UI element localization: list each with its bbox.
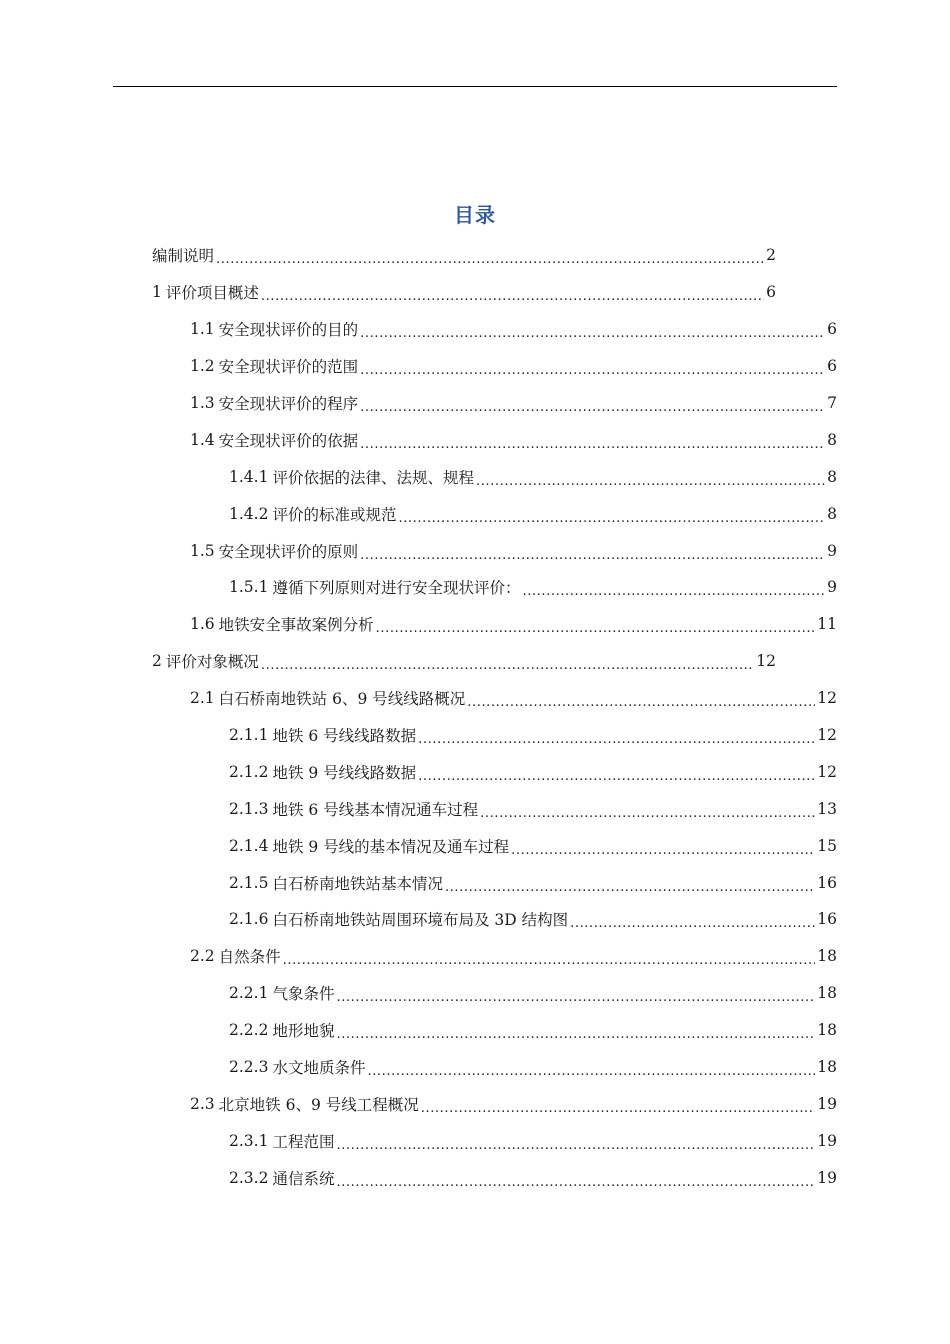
toc-entry[interactable] (0, 753, 950, 790)
toc-entry[interactable] (0, 938, 950, 975)
toc-entry-page: 7 (827, 394, 837, 412)
toc-dot-leader (336, 987, 815, 1005)
toc-entry[interactable] (0, 1085, 950, 1122)
toc-entry-text: 地铁 6 号线线路数据 (272, 727, 417, 746)
toc-entry-page: 12 (756, 652, 776, 671)
toc-entry[interactable] (0, 827, 950, 864)
toc-entry-text: 评价的标准或规范 (272, 505, 397, 524)
toc-entry-page: 8 (827, 467, 837, 486)
toc-entry[interactable] (0, 643, 950, 680)
toc-dot-leader (480, 803, 815, 821)
toc-entry-page: 2 (766, 246, 776, 265)
toc-entry-number: 1.4.2 (229, 504, 269, 523)
toc-dot-leader (367, 1061, 815, 1079)
toc-dot-leader (360, 545, 825, 563)
toc-entry-text: 评价对象概况 (165, 653, 259, 672)
toc-entry[interactable] (0, 348, 950, 385)
toc-entry-text: 白石桥南地铁站周围环境布局及 3D 结构图 (272, 911, 569, 930)
toc-entry-page: 16 (817, 873, 837, 892)
toc-entry-number: 2.1.1 (229, 726, 269, 745)
toc-entry-text: 白石桥南地铁站基本情况 (272, 874, 443, 893)
toc-entry[interactable] (0, 385, 950, 422)
toc-entry-text: 通信系统 (272, 1169, 335, 1188)
toc-entry-number: 2.2.2 (229, 1021, 269, 1040)
toc-entry-page: 8 (827, 430, 837, 449)
toc-entry-number: 2.1.2 (229, 762, 269, 781)
toc-dot-leader (360, 397, 825, 415)
toc-dot-leader (467, 692, 815, 710)
toc-entry[interactable] (0, 458, 950, 495)
toc-entry-number: 1.5.1 (229, 578, 269, 597)
toc-entry[interactable] (0, 790, 950, 827)
toc-entry[interactable] (0, 421, 950, 458)
toc-entry-page: 11 (817, 615, 837, 634)
toc-dot-leader (216, 249, 764, 267)
toc-entry[interactable] (0, 237, 950, 274)
toc-entry[interactable] (0, 1159, 950, 1196)
toc-dot-leader (398, 508, 825, 526)
toc-dot-leader (261, 286, 764, 304)
toc-entry-number: 1.4 (190, 430, 215, 449)
toc-title: 目录 (454, 203, 496, 227)
toc-entry[interactable] (0, 569, 950, 606)
toc-entry-text: 评价项目概述 (165, 284, 259, 303)
toc-entry[interactable] (0, 1049, 950, 1086)
toc-entry-page: 19 (817, 1168, 837, 1187)
toc-entry-number: 1.2 (190, 357, 215, 376)
toc-entry-number: 2.3.1 (229, 1131, 269, 1150)
toc-dot-leader (522, 581, 825, 599)
toc-entry-text: 地铁 6 号线基本情况通车过程 (272, 800, 479, 819)
toc-entry[interactable] (0, 901, 950, 938)
toc-entry-page: 12 (817, 726, 837, 745)
toc-entry-text: 编制说明 (152, 247, 215, 266)
toc-entry[interactable] (0, 717, 950, 754)
toc-dot-leader (360, 323, 825, 341)
toc-entry-page: 19 (817, 1131, 837, 1150)
toc-entry-page: 18 (817, 1058, 837, 1077)
toc-entry[interactable] (0, 864, 950, 901)
toc-entry-text: 安全现状评价的原则 (218, 542, 359, 561)
toc-dot-leader (261, 655, 754, 673)
toc-entry-number: 1 (152, 283, 162, 302)
toc-dot-leader (283, 950, 816, 968)
toc-entry-number: 2.2.3 (229, 1058, 269, 1077)
toc-entry-text: 安全现状评价的目的 (218, 321, 359, 340)
toc-entry-number: 2.1 (190, 689, 215, 708)
toc-dot-leader (336, 1172, 815, 1190)
toc-entry-page: 9 (827, 541, 837, 560)
toc-dot-leader (421, 1098, 816, 1116)
toc-dot-leader (376, 618, 816, 636)
toc-entry-text: 水文地质条件 (272, 1059, 366, 1078)
toc-entry[interactable] (0, 311, 950, 348)
toc-entry-text: 评价依据的法律、法规、规程 (272, 468, 474, 487)
toc-entry[interactable] (0, 1012, 950, 1049)
toc-dot-leader (360, 360, 825, 378)
toc-entry-number: 2.2 (190, 947, 215, 966)
toc-entry-page: 13 (817, 799, 837, 818)
toc-entry-text: 北京地铁 6、9 号线工程概况 (218, 1095, 419, 1114)
toc-entry[interactable] (0, 274, 950, 311)
toc-entry[interactable] (0, 975, 950, 1012)
toc-entry-number: 2.1.5 (229, 873, 269, 892)
toc-entry-number: 2 (152, 652, 162, 671)
toc-dot-leader (360, 434, 825, 452)
toc-dot-leader (476, 471, 825, 489)
toc-entry[interactable] (0, 680, 950, 717)
toc-entry-page: 19 (817, 1094, 837, 1113)
toc-entry[interactable] (0, 1122, 950, 1159)
toc-dot-leader (445, 877, 815, 895)
toc-entry-number: 2.1.4 (229, 836, 269, 855)
toc-dot-leader (418, 729, 815, 747)
toc-entry-number: 1.3 (190, 394, 215, 412)
toc-entry-number: 1.6 (190, 615, 215, 634)
toc-entry-text: 安全现状评价的程序 (218, 395, 359, 413)
toc-entry-page: 6 (766, 283, 776, 302)
toc-entry-number: 1.1 (190, 320, 215, 339)
toc-entry-page: 12 (817, 689, 837, 708)
toc-entry-text: 遵循下列原则对进行安全现状评价： (272, 579, 521, 598)
toc-entry-page: 18 (817, 947, 837, 966)
toc-dot-leader (336, 1024, 815, 1042)
toc-entry-number: 1.5 (190, 541, 215, 560)
toc-entry-number: 2.3.2 (229, 1168, 269, 1187)
header-rule (113, 86, 837, 87)
toc-entry-page: 12 (817, 762, 837, 781)
toc-entry[interactable] (0, 606, 950, 643)
toc-list (0, 237, 950, 1196)
toc-entry-number: 2.2.1 (229, 984, 269, 1003)
toc-entry-number: 2.1.6 (229, 910, 269, 929)
toc-entry-page: 6 (827, 320, 837, 339)
toc-entry-page: 8 (827, 504, 837, 523)
toc-entry-text: 自然条件 (218, 948, 281, 967)
toc-entry[interactable] (0, 495, 950, 532)
toc-entry-page: 9 (827, 578, 837, 597)
toc-entry-text: 气象条件 (272, 985, 335, 1004)
toc-entry-page: 18 (817, 1021, 837, 1040)
toc-entry-page: 18 (817, 984, 837, 1003)
toc-entry-page: 6 (827, 357, 837, 376)
toc-entry-text: 地铁 9 号线线路数据 (272, 763, 417, 782)
toc-dot-leader (418, 766, 815, 784)
toc-dot-leader (511, 840, 815, 858)
toc-entry-page: 15 (817, 836, 837, 855)
toc-entry-text: 工程范围 (272, 1132, 335, 1151)
toc-entry-number: 2.1.3 (229, 799, 269, 818)
toc-entry-text: 地形地貌 (272, 1022, 335, 1041)
toc-entry-text: 地铁 9 号线的基本情况及通车过程 (272, 837, 510, 856)
toc-entry-text: 地铁安全事故案例分析 (218, 616, 374, 635)
toc-entry-number: 2.3 (190, 1094, 215, 1113)
toc-entry-number: 1.4.1 (229, 467, 269, 486)
toc-entry-text: 安全现状评价的范围 (218, 358, 359, 377)
toc-dot-leader (336, 1135, 815, 1153)
toc-entry-text: 安全现状评价的依据 (218, 431, 359, 450)
toc-entry-page: 16 (817, 910, 837, 929)
toc-dot-leader (570, 913, 815, 931)
toc-entry-text: 白石桥南地铁站 6、9 号线线路概况 (218, 690, 466, 709)
toc-entry[interactable] (0, 532, 950, 569)
